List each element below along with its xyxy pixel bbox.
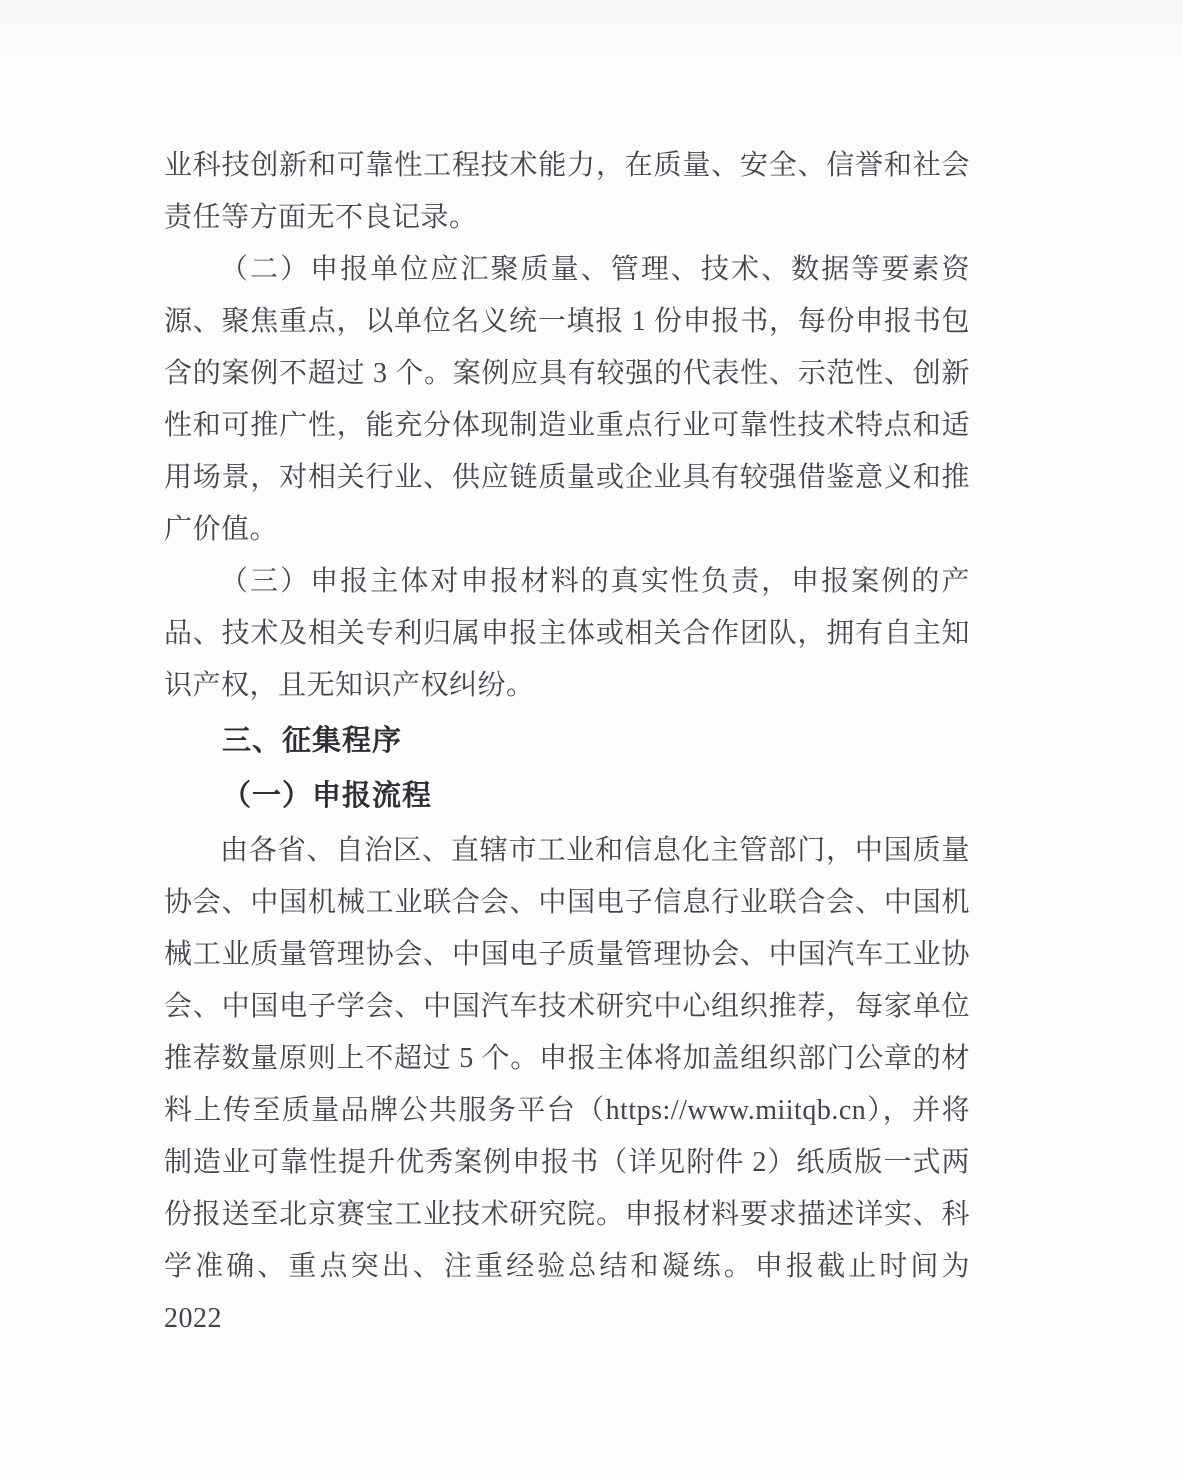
subsection-heading-application-process: （一）申报流程 [222, 780, 433, 812]
section-heading-collection-procedure: 三、征集程序 [222, 725, 403, 757]
document-body [164, 140, 970, 1345]
paragraph-application-process: 由各省、自治区、直辖市工业和信息化主管部门，中国质量协会、中国机械工业联合会、中国电子信息行业联合会、中国机械工业质量管理协会、中国电子质量管理协会、中国汽车工业协会、中国电子学会、中国汽车技术研究中心组织推荐，每家单位推荐数量原则上不超过 5 个。申报主体将加盖组织部门公章的材料上传至质量品牌公共服务平台（https://www.miitqb.cn），并将制造业可靠性提升优秀案例申报书（详见附件 2）纸质版一式两份报送至北京赛宝工业技术研究院。申报材料要求描述详实、科学准确、重点突出、注重经验总结和凝练。申报截止时间为 2022 [164, 835, 970, 1334]
paragraph-item-three: （三）申报主体对申报材料的真实性负责，申报案例的产品、技术及相关专利归属申报主体或相关合作团队，拥有自主知识产权，且无知识产权纠纷。 [164, 566, 970, 701]
paragraph-item-two: （二）申报单位应汇聚质量、管理、技术、数据等要素资源、聚焦重点，以单位名义统一填报 1 份申报书，每份申报书包含的案例不超过 3 个。案例应具有较强的代表性、示范性、创新性和可推广性，能充分体现制造业重点行业可靠性技术特点和适用场景，对相关行业、供应链质量或企业具有较强借鉴意义和推广价值。 [164, 254, 970, 545]
paragraph-eligibility-continued: 业科技创新和可靠性工程技术能力，在质量、安全、信誉和社会责任等方面无不良记录。 [164, 150, 970, 233]
